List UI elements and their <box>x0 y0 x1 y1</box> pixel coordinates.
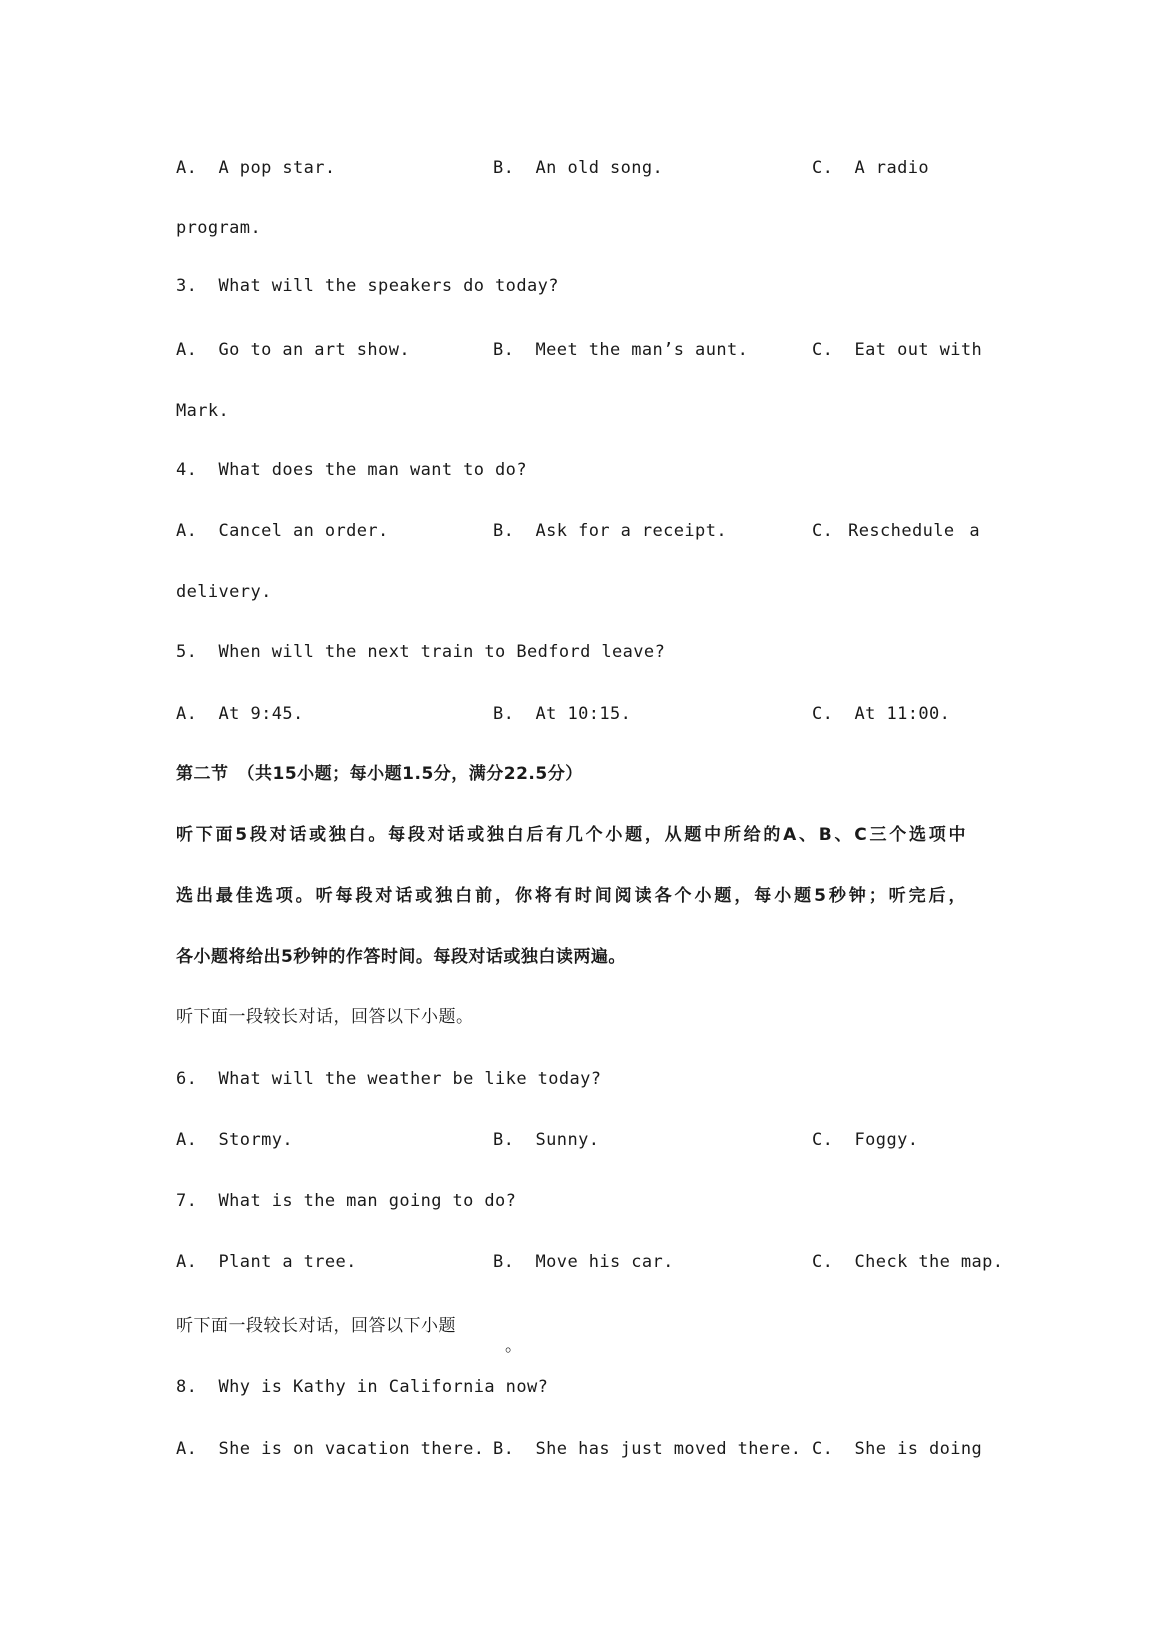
period-mark: 。 <box>505 1336 523 1356</box>
passage-intro: 听下面一段较长对话，回答以下小题。 <box>176 1007 474 1027</box>
q3-option-c: C. Eat out with <box>812 340 983 360</box>
passage-intro: 听下面一段较长对话，回答以下小题 <box>176 1316 456 1336</box>
q4-option-a: A. Cancel an order. <box>176 521 389 541</box>
q4-option-c-wrap: delivery. <box>176 582 272 602</box>
q2-option-b: B. An old song. <box>493 158 664 178</box>
section-instructions-line-2: 选出最佳选项。听每段对话或独白前，你将有时间阅读各个小题，每小题5秒钟；听完后， <box>176 886 966 906</box>
q8-question: 8. Why is Kathy in California now? <box>176 1377 549 1397</box>
q3-option-a: A. Go to an art show. <box>176 340 410 360</box>
q2-option-c-wrap: program. <box>176 218 262 238</box>
q7-option-a: A. Plant a tree. <box>176 1252 357 1272</box>
q8-option-b: B. She has just moved there. <box>493 1439 802 1459</box>
q6-option-c: C. Foggy. <box>812 1130 919 1150</box>
q7-question: 7. What is the man going to do? <box>176 1191 517 1211</box>
q4-question: 4. What does the man want to do? <box>176 460 527 480</box>
q4-option-c: C. Reschedule a <box>812 521 980 541</box>
q4-option-b: B. Ask for a receipt. <box>493 521 727 541</box>
q6-option-b: B. Sunny. <box>493 1130 600 1150</box>
section-heading: 第二节 （共15小题；每小题1.5分，满分22.5分） <box>176 764 583 784</box>
q5-question: 5. When will the next train to Bedford leave? <box>176 642 666 662</box>
q6-question: 6. What will the weather be like today? <box>176 1069 602 1089</box>
q7-option-c: C. Check the map. <box>812 1252 1004 1272</box>
section-instructions-line-1: 听下面5段对话或独白。每段对话或独白后有几个小题，从题中所给的A、B、C三个选项中 <box>176 825 966 845</box>
q8-option-a: A. She is on vacation there. <box>176 1439 485 1459</box>
q5-option-c: C. At 11:00. <box>812 704 951 724</box>
q2-option-a: A. A pop star. <box>176 158 336 178</box>
q3-option-b: B. Meet the man’s aunt. <box>493 340 749 360</box>
q5-option-a: A. At 9:45. <box>176 704 304 724</box>
q5-option-b: B. At 10:15. <box>493 704 632 724</box>
section-instructions-line-3: 各小题将给出5秒钟的作答时间。每段对话或独白读两遍。 <box>176 947 626 967</box>
q6-option-a: A. Stormy. <box>176 1130 293 1150</box>
q8-option-c: C. She is doing <box>812 1439 983 1459</box>
q3-option-c-wrap: Mark. <box>176 401 230 421</box>
q7-option-b: B. Move his car. <box>493 1252 674 1272</box>
q3-question: 3. What will the speakers do today? <box>176 276 559 296</box>
q2-option-c: C. A radio <box>812 158 929 178</box>
